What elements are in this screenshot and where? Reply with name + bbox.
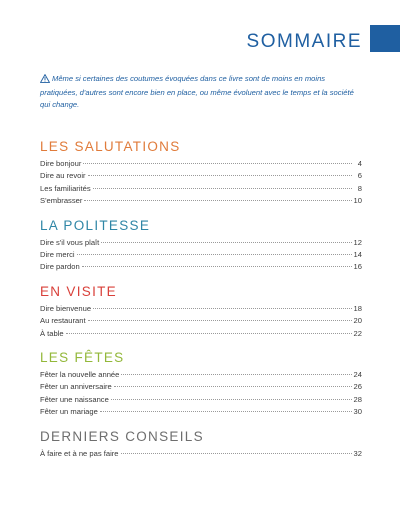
toc-entry-page: 20 xyxy=(353,316,362,326)
toc-entry[interactable] xyxy=(40,261,362,273)
toc-entry-page: 32 xyxy=(353,448,362,458)
toc-entry-label: Fêter la nouvelle année xyxy=(40,370,120,380)
dot-leader xyxy=(100,411,352,412)
toc-entry-label: Au restaurant xyxy=(40,316,86,326)
toc-entry-page: 12 xyxy=(353,237,362,247)
toc-entry-page: 10 xyxy=(353,196,362,206)
section-heading: LA POLITESSE xyxy=(40,217,151,233)
toc-entry-page: 28 xyxy=(353,394,362,404)
toc-entry[interactable] xyxy=(40,303,362,315)
dot-leader xyxy=(83,163,352,164)
toc-section xyxy=(40,429,362,460)
warning-triangle-icon xyxy=(40,74,50,87)
toc-entry-page: 18 xyxy=(353,303,362,313)
toc-entry-label: Dire bienvenue xyxy=(40,303,92,313)
intro-note xyxy=(40,73,362,111)
dot-leader xyxy=(66,333,352,334)
toc-entry-page: 26 xyxy=(353,382,362,392)
toc-section xyxy=(40,350,362,419)
dot-leader xyxy=(101,242,351,243)
dot-leader xyxy=(84,200,351,201)
toc-entry-label: Dire pardon xyxy=(40,262,80,272)
toc-entry[interactable] xyxy=(40,158,362,170)
toc-entry-page: 14 xyxy=(353,250,362,260)
toc-entry-page: 16 xyxy=(353,262,362,272)
toc-entry-page: 6 xyxy=(357,171,362,181)
toc-entry-label: S'embrasser xyxy=(40,196,83,206)
dot-leader xyxy=(121,374,351,375)
toc-entry[interactable] xyxy=(40,170,362,182)
toc-entry[interactable] xyxy=(40,381,362,393)
toc-entry-page: 30 xyxy=(353,407,362,417)
dot-leader xyxy=(93,188,352,189)
toc-entry-label: Fêter une naissance xyxy=(40,394,109,404)
toc-entry[interactable] xyxy=(40,237,362,249)
toc-entry-label: Dire bonjour xyxy=(40,159,82,168)
dot-leader xyxy=(88,175,352,176)
toc-entry[interactable] xyxy=(40,315,362,327)
toc-entry[interactable] xyxy=(40,249,362,261)
dot-leader xyxy=(114,386,352,387)
toc-entry[interactable] xyxy=(40,406,362,418)
toc-entry[interactable] xyxy=(40,394,362,406)
toc-entry-label: À faire et à ne pas faire xyxy=(40,448,119,458)
table-of-contents xyxy=(40,139,362,470)
toc-entry[interactable] xyxy=(40,448,362,460)
dot-leader xyxy=(121,453,352,454)
section-heading: LES FÊTES xyxy=(40,350,125,366)
toc-entry-page: 22 xyxy=(353,328,362,338)
corner-tab xyxy=(370,25,400,52)
toc-entry-page: 24 xyxy=(353,370,362,380)
toc-section xyxy=(40,218,362,274)
dot-leader xyxy=(77,254,352,255)
toc-entry-label: À table xyxy=(40,328,64,338)
toc-section xyxy=(40,284,362,340)
section-heading: LES SALUTATIONS xyxy=(40,139,181,154)
section-heading: EN VISITE xyxy=(40,283,117,299)
page-title: SOMMAIRE xyxy=(246,31,362,52)
toc-entry-label: Dire merci xyxy=(40,250,75,260)
toc-entry-page: 4 xyxy=(357,159,362,168)
toc-entry[interactable] xyxy=(40,369,362,381)
toc-entry[interactable] xyxy=(40,328,362,340)
toc-entry-label: Fêter un anniversaire xyxy=(40,382,112,392)
dot-leader xyxy=(82,266,352,267)
dot-leader xyxy=(111,399,352,400)
toc-entry-label: Dire s'il vous plaît xyxy=(40,237,100,247)
toc-entry[interactable] xyxy=(40,183,362,195)
toc-section xyxy=(40,139,362,208)
section-heading: DERNIERS CONSEILS xyxy=(40,428,204,444)
dot-leader xyxy=(88,320,352,321)
toc-entry-label: Les familiarités xyxy=(40,183,91,193)
toc-entry-label: Dire au revoir xyxy=(40,171,86,181)
toc-entry-page: 8 xyxy=(357,183,362,193)
dot-leader xyxy=(93,308,351,309)
intro-note-text: Même si certaines des coutumes évoquées dans ce livre sont de moins en moins pratiquées, d'autres sont encore bien en place, ou même évoluent avec le temps et la société qui change. xyxy=(40,74,354,109)
toc-entry[interactable] xyxy=(40,195,362,207)
toc-entry-label: Fêter un mariage xyxy=(40,407,98,417)
